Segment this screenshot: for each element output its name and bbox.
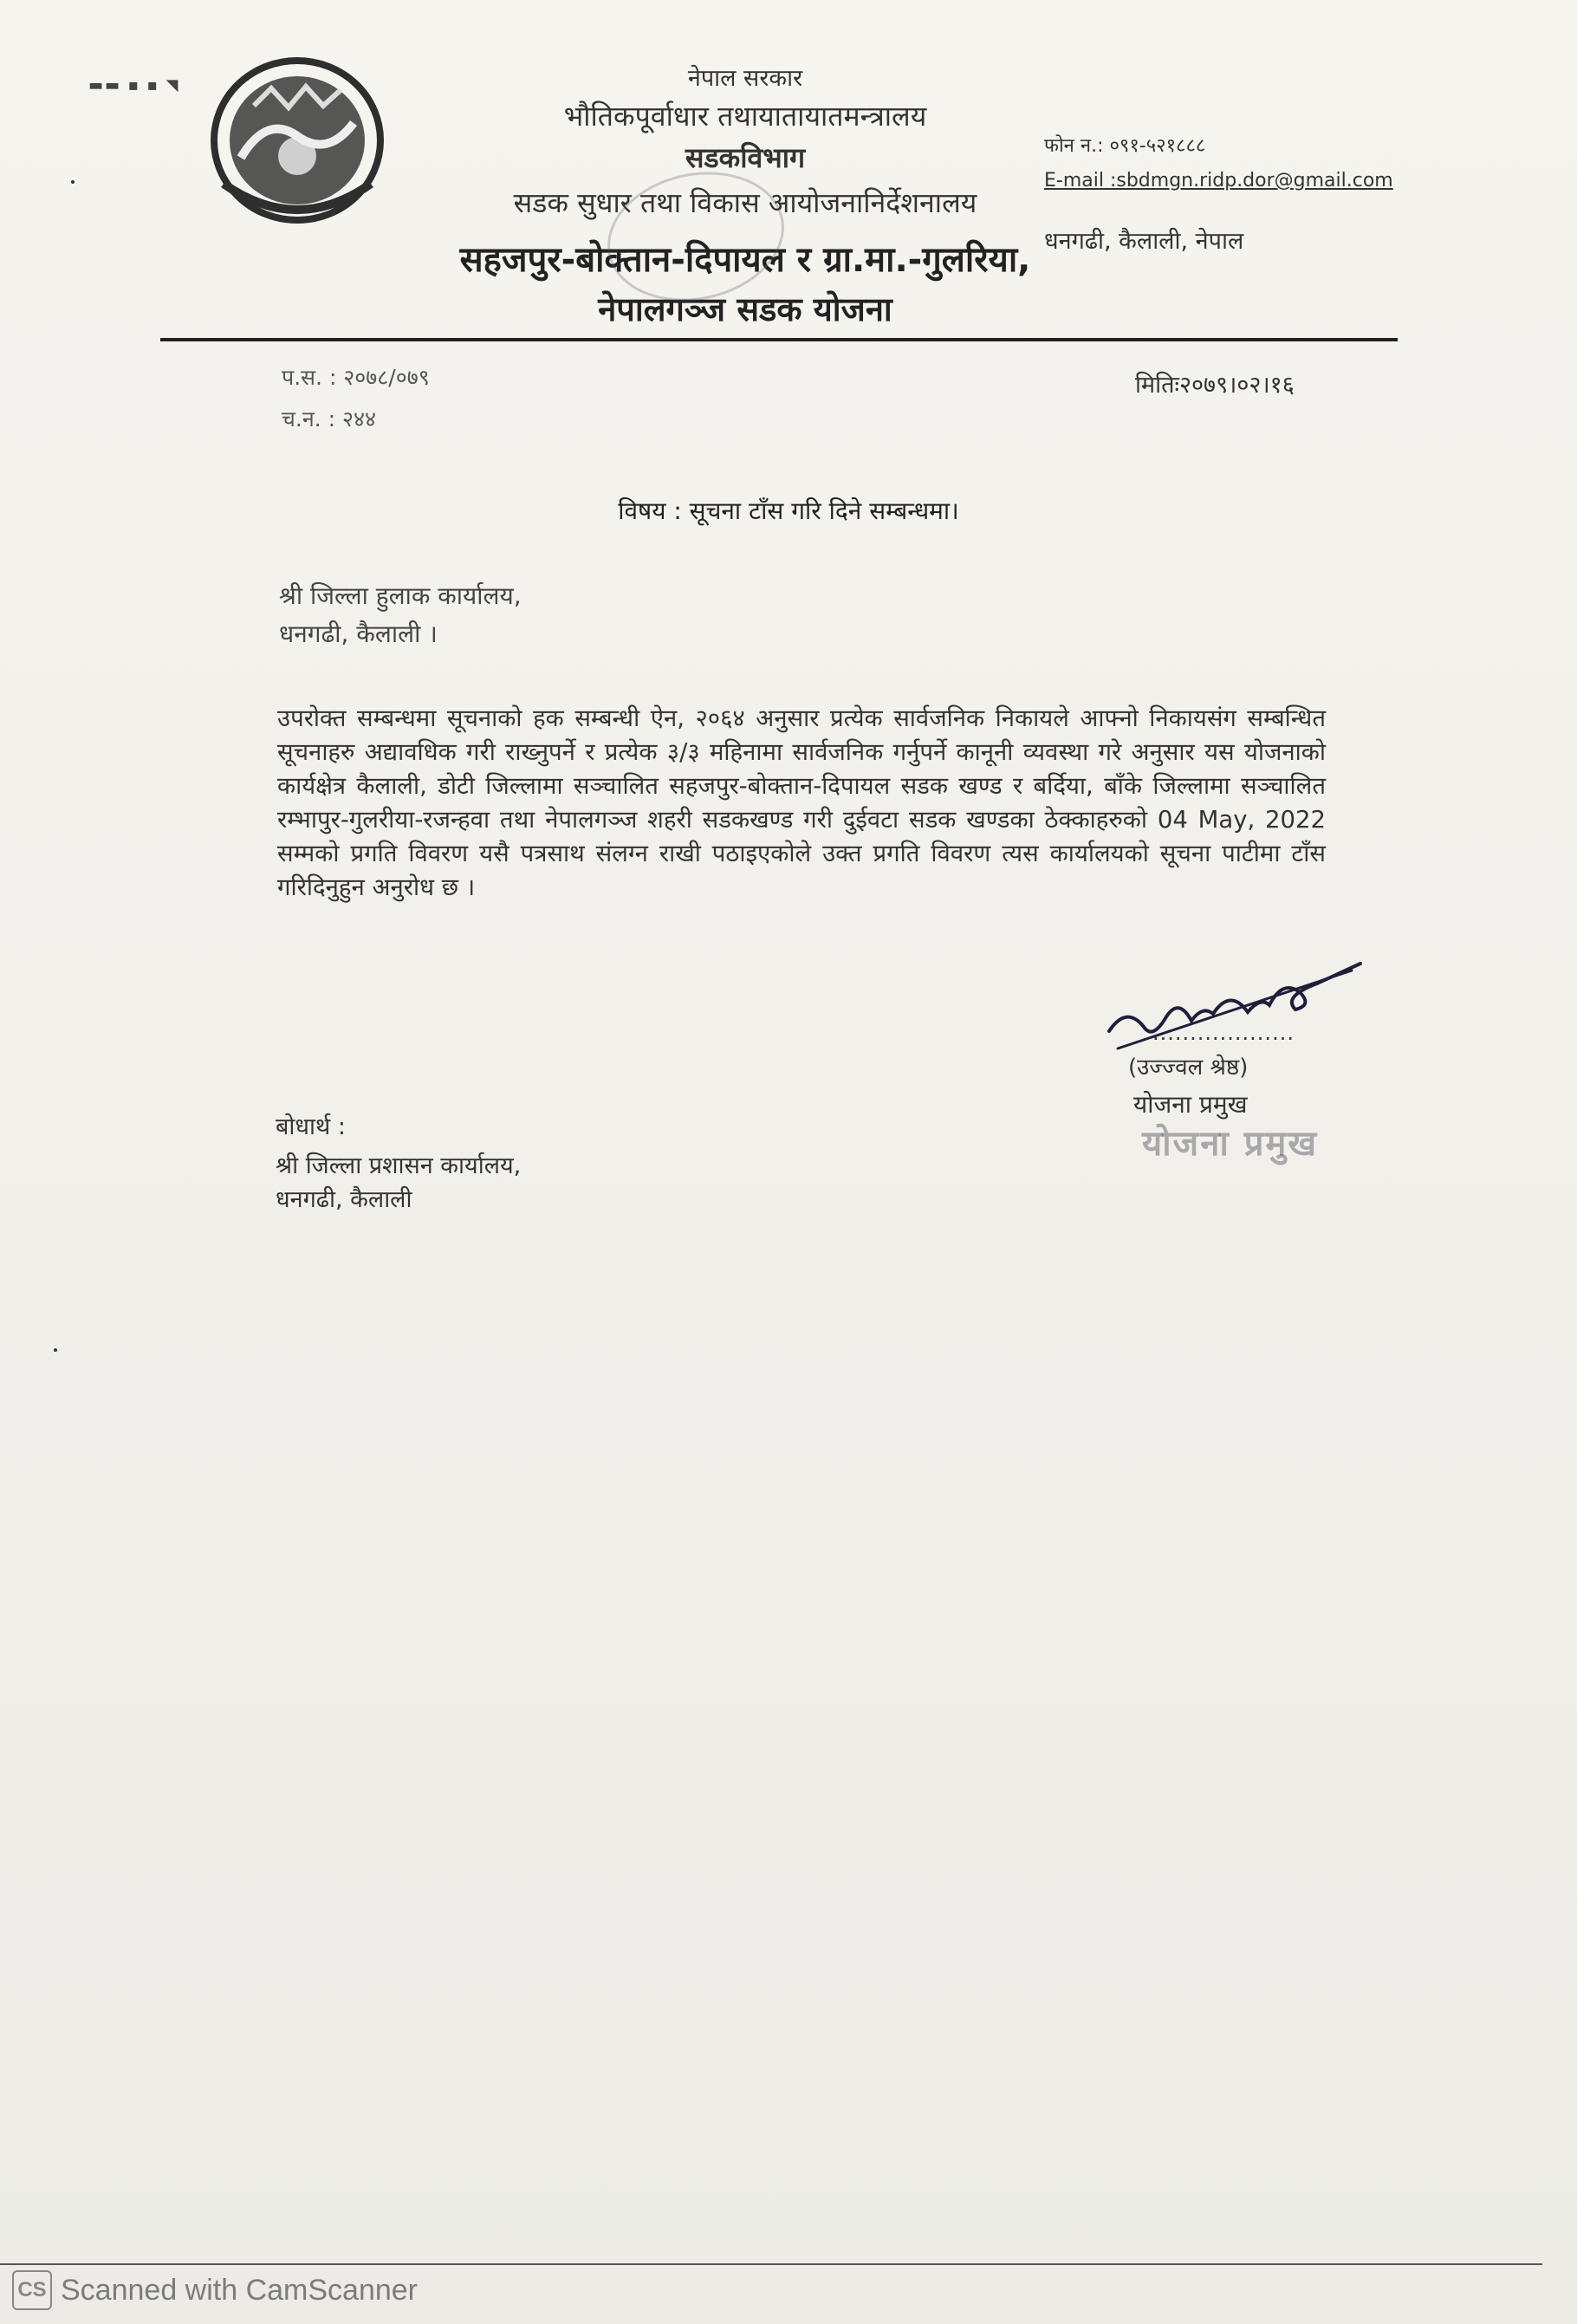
cc-office: श्री जिल्ला प्रशासन कार्यालय, <box>276 1152 522 1179</box>
email-address: E-mail :sbdmgn.ridp.dor@gmail.com <box>1044 170 1393 192</box>
letter-body: उपरोक्त सम्बन्धमा सूचनाको हक सम्बन्धी ऐन, २०६४ अनुसार प्रत्येक सार्वजनिक निकायले आफ्नो निकायसंग सम्बन्धित सूचनाहरु अद्यावधिक गरी राख्नुपर्ने र प्रत्येक ३/३ महिनामा सार्वजनिक गर्नुपर्ने कानूनी व्यवस्था गरे अनुसार यस योजनाको कार्यक्षेत्र कैलाली, डोटी जिल्लामा सञ्चालित सहजपुर-बोक्तान-दिपायल सडक खण्ड र बर्दिया, बाँके जिल्लामा सञ्चालित रम्भापुर-गुलरीया-रजन्हवा तथा नेपालगञ्ज शहरी सडकखण्ड गरी दुईवटा सडक खण्डका ठेक्काहरुको 04 May, 2022 सम्मको प्रगति विवरण यसै पत्रसाथ संलग्न राखी पठाइएकोले उक्त प्रगति विवरण त्यस कार्यालयको सूचना पाटीमा टाँस गरिदिनुहुन अनुरोध छ । <box>277 704 1326 901</box>
nepal-emblem-icon <box>206 54 388 227</box>
watermark-text: Scanned with CamScanner <box>61 2273 419 2307</box>
letter-date: मितिः२०७९।०२।१६ <box>1135 372 1295 399</box>
camscanner-logo-icon: CS <box>12 2270 52 2310</box>
signatory-name: (उज्ज्वल श्रेष्ठ) <box>1128 1055 1249 1081</box>
office-address: धनगढी, कैलाली, नेपाल <box>1044 228 1244 255</box>
scan-speck <box>71 180 75 184</box>
dispatch-number: च.न. : २४४ <box>282 406 376 432</box>
scan-speck <box>54 1348 57 1352</box>
directorate-name: सडक सुधार तथा विकास आयोजनानिर्देशनालय <box>513 186 977 219</box>
camscanner-watermark <box>12 2270 418 2310</box>
signature-line: ................... <box>1152 1021 1295 1045</box>
scan-edge-line <box>0 2263 1542 2265</box>
letterhead-divider <box>160 338 1398 341</box>
recipient-office: श्री जिल्ला हुलाक कार्यालय, <box>279 581 522 610</box>
title-rubber-stamp: योजना प्रमुख <box>1142 1124 1319 1164</box>
phone-number: फोन न.: ०९१-५२१८८८ <box>1044 135 1206 157</box>
recipient-location: धनगढी, कैलाली । <box>279 620 438 648</box>
signatory-title: योजना प्रमुख <box>1133 1090 1248 1119</box>
corner-mark: ▬▬ ▪ ▪ ◥ <box>88 76 180 94</box>
project-name-line1: सहजपुर-बोक्तान-दिपायल र ग्रा.मा.-गुलरिया, <box>459 240 1031 280</box>
cc-location: धनगढी, कैलाली <box>276 1186 412 1213</box>
government-name: नेपाल सरकार <box>687 65 803 92</box>
ministry-name: भौतिकपूर्वाधार तथायातायातमन्त्रालय <box>563 100 927 133</box>
letter-subject: विषय : सूचना टाँस गरि दिने सम्बन्धमा। <box>618 497 959 525</box>
letter-reference-number: प.स. : २०७८/०७९ <box>282 365 430 390</box>
department-name: सडकविभाग <box>685 141 806 174</box>
project-name-line2: नेपालगञ्ज सडक योजना <box>598 290 892 328</box>
cc-label: बोधार्थ : <box>276 1113 346 1140</box>
